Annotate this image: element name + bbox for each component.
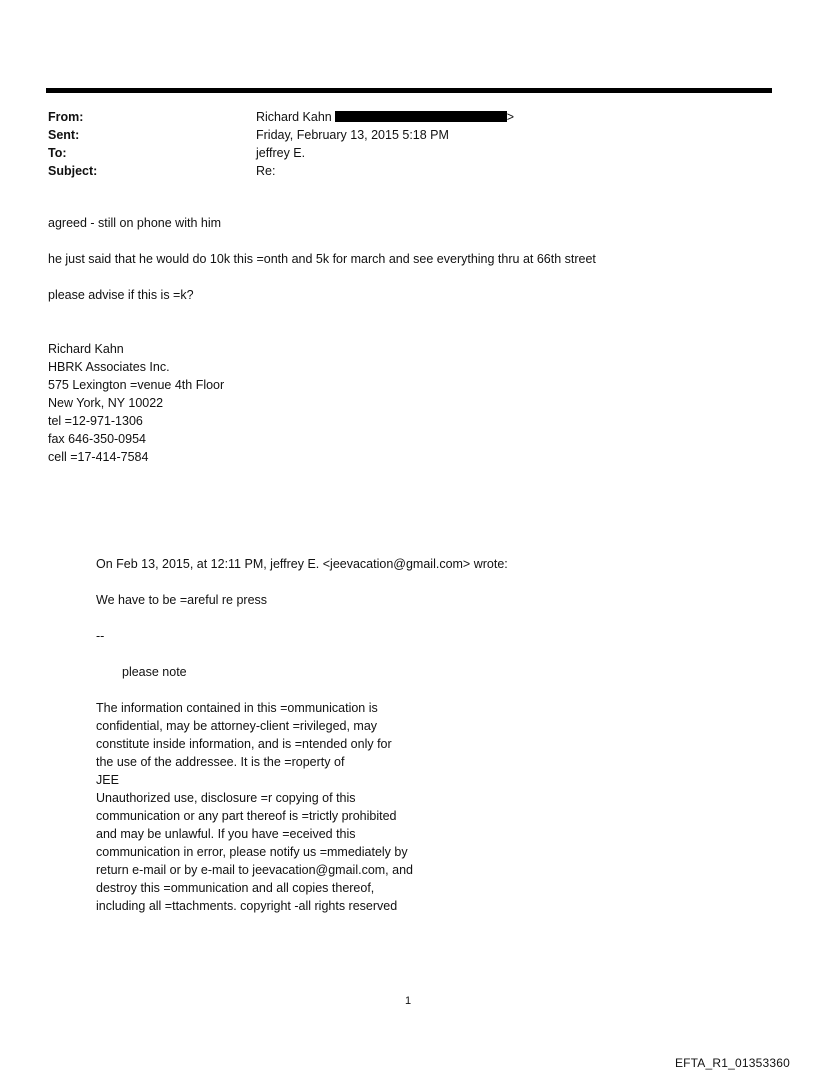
email-header: [48, 108, 748, 180]
signature-line: 575 Lexington =venue 4th Floor: [48, 378, 225, 392]
signature-line: cell =17-414-7584: [48, 450, 149, 464]
sent-value: Friday, February 13, 2015 5:18 PM: [256, 128, 449, 142]
redaction-block: [335, 111, 507, 122]
signature-line: fax 646-350-0954: [48, 432, 146, 446]
signature-block: [48, 340, 768, 466]
disclaimer-line: The information contained in this =ommunication is: [96, 701, 378, 715]
signature-line: tel =12-971-1306: [48, 414, 143, 428]
message-line: please advise if this is =k?: [48, 288, 194, 302]
message-line: agreed - still on phone with him: [48, 216, 222, 230]
disclaimer-line: destroy this =ommunication and all copies thereof,: [96, 881, 375, 895]
from-label: From:: [48, 110, 84, 124]
message-body: [48, 214, 768, 466]
signature-line: New York, NY 10022: [48, 396, 164, 410]
sent-row: [48, 126, 748, 144]
sent-label: Sent:: [48, 128, 80, 142]
subject-label: Subject:: [48, 164, 98, 178]
to-value: jeffrey E.: [256, 146, 306, 160]
quoted-message: [96, 555, 516, 915]
signature-line: HBRK Associates Inc.: [48, 360, 170, 374]
quoted-intro: On Feb 13, 2015, at 12:11 PM, jeffrey E. <jeevacation@gmail.com> wrote:: [96, 557, 508, 571]
quoted-note: please note: [122, 665, 187, 679]
to-row: [48, 144, 748, 162]
disclaimer-line: and may be unlawful. If you have =eceived this: [96, 827, 356, 841]
page-number: 1: [404, 995, 412, 1007]
disclaimer-line: constitute inside information, and is =ntended only for: [96, 737, 392, 751]
quoted-dashes: --: [96, 629, 105, 643]
document-id: EFTA_R1_01353360: [674, 1056, 790, 1070]
subject-row: [48, 162, 748, 180]
disclaimer-line: the use of the addressee. It is the =roperty of: [96, 755, 345, 769]
disclaimer-line: return e-mail or by e-mail to jeevacation@gmail.com, and: [96, 863, 413, 877]
from-name: Richard Kahn: [256, 110, 332, 124]
from-tail: >: [506, 110, 515, 124]
disclaimer-line: JEE: [96, 773, 119, 787]
disclaimer-line: communication in error, please notify us =mmediately by: [96, 845, 408, 859]
quoted-text: We have to be =areful re press: [96, 593, 268, 607]
message-line: he just said that he would do 10k this =onth and 5k for march and see everything thru at 66th street: [48, 252, 596, 266]
signature-line: Richard Kahn: [48, 342, 124, 356]
from-row: [48, 108, 748, 126]
disclaimer-line: including all =ttachments. copyright -all rights reserved: [96, 899, 398, 913]
from-value: [256, 108, 514, 126]
to-label: To:: [48, 146, 67, 160]
header-rule: [46, 88, 772, 93]
subject-value: Re:: [256, 164, 276, 178]
disclaimer-line: Unauthorized use, disclosure =r copying of this: [96, 791, 356, 805]
disclaimer-line: confidential, may be attorney-client =rivileged, may: [96, 719, 378, 733]
disclaimer-line: communication or any part thereof is =trictly prohibited: [96, 809, 397, 823]
disclaimer-block: [96, 699, 516, 915]
